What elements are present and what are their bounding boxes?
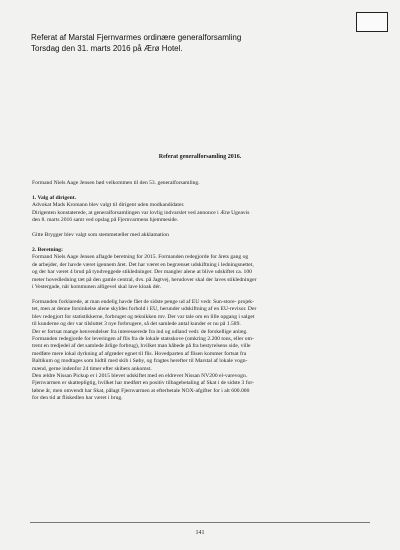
text-line: Formanden forklarede, at man endelig havde fået de sidste penge ud af EU vedr. Sun-store- projek- bbox=[32, 298, 254, 305]
paragraph-gap bbox=[32, 239, 372, 247]
text-line: Formand Niels Aage Jensen bød velkommen til den 53. generalforsamling. bbox=[32, 180, 200, 186]
header-line-1: Referat af Marstal Fjernvarmes ordinære generalforsamling bbox=[31, 33, 242, 42]
paragraph bbox=[32, 180, 372, 187]
text-line: Dirigenten konstaterede, at generalforsamlingen var lovlig indvarslet ved annonce i Ærø Ugeavis bbox=[32, 209, 250, 216]
section-heading bbox=[32, 195, 372, 202]
text-line: Baltikum og modtages som hidtil med skib i Søby, og fragtes herefter til Marstal af lokale vogn- bbox=[32, 358, 248, 365]
text-line: blev redegjort for statistikkerne, forbruget og teknikken mv. Der var tale om en lille opgang i salget bbox=[32, 313, 255, 320]
paragraph-gap bbox=[32, 225, 372, 233]
text-line: Fjernvarmen er skattepligtig, hvilket har medført en positiv tilbagebetaling af Skat i de sidste 3 for- bbox=[32, 380, 255, 387]
text-line: Gitte Brygger blev valgt som stemmetæller med akklamation bbox=[32, 232, 169, 239]
text-line: mænd, gerne indenfor 24 timer efter skibets ankomst. bbox=[32, 365, 152, 372]
paragraph bbox=[32, 202, 372, 224]
text-line: den 8. marts 2016 samt ved opslag på Fjernvarmens hjemmeside. bbox=[32, 217, 179, 224]
text-line: trent en tredjedel af det samlede årlige forbrug), hvilket man håbede på fra bestyrelsens side, ville bbox=[32, 343, 251, 350]
text-line: de arbejder, der havde været igennem året. Det har været en begrænset udskiftning i ledningsnettet, bbox=[32, 261, 254, 268]
paragraph-gap bbox=[32, 187, 372, 195]
text-line: løbne år, men omvendt har Skat, pålagt Fjernvarmen at efterbetale NOX-afgifter for i alt 600.000 bbox=[32, 387, 250, 394]
text-line: tet, men at denne forsinkelse alene skyldes forhold i EU, herunder udskiftning af en EU-revisor. Der bbox=[32, 306, 257, 313]
text-line: Formand Niels Aage Jensen aflagde beretning for 2015. Formanden redegjorde for årets gang og bbox=[32, 254, 249, 261]
header-line-2: Torsdag den 31. marts 2016 på Ærø Hotel. bbox=[31, 43, 183, 53]
paragraph bbox=[32, 299, 372, 403]
paragraph-gap bbox=[32, 291, 372, 299]
text-line: medføre mere lokal dyrkning af afgrøder egnet til flis. Hovedparten af flisen kommer fortsat fra bbox=[32, 350, 247, 357]
document-title: Referat generalforsamling 2016. bbox=[158, 154, 242, 160]
text-line: 2. Beretning: bbox=[32, 246, 63, 253]
text-line: til kunderne og der var tilsluttet 3 nye forbrugere, så det samlede antal kunder er nu på 1.589. bbox=[32, 321, 241, 328]
document-header bbox=[31, 33, 371, 54]
text-line: og der har været 4 brud på tyndveggede stikledninger. Der mangler alene at blive udskiftet ca. 100 bbox=[32, 269, 252, 276]
page-number: 141 bbox=[195, 530, 205, 536]
page-number-box bbox=[356, 12, 388, 32]
document-body bbox=[32, 180, 372, 403]
paragraph bbox=[32, 254, 372, 291]
text-line: Der er fortsat mange henvendelser fra interesserede fra ind og udland vedr. de forskellige anlæg. bbox=[32, 328, 248, 335]
text-line: Den ældre Nissan Pickup er i 2015 blevet udskiftet med en eldrevet Nissan NV200 el-varevogn. bbox=[32, 372, 248, 379]
text-line: Advokat Mads Kromann blev valgt til dirigent uden modkandidater. bbox=[32, 202, 185, 209]
text-line: i Vestergade, når kommunen alligevel skal lave kloak dér. bbox=[32, 283, 162, 290]
paragraph bbox=[32, 232, 372, 239]
text-line: for den tid at fliskedlen har været i brug. bbox=[32, 395, 123, 402]
text-line: meter hovedledning tæt på den gamle central, dvs. på Jagtvej, herudover skal der laves stikledninger bbox=[32, 276, 257, 283]
footer-divider bbox=[30, 522, 370, 523]
text-line: 1. Valg af dirigent. bbox=[32, 194, 76, 201]
text-line: Formanden redegjorde for leveringen af flis fra de lokale statsskove (omkring 2.200 tons, eller om- bbox=[32, 335, 254, 342]
